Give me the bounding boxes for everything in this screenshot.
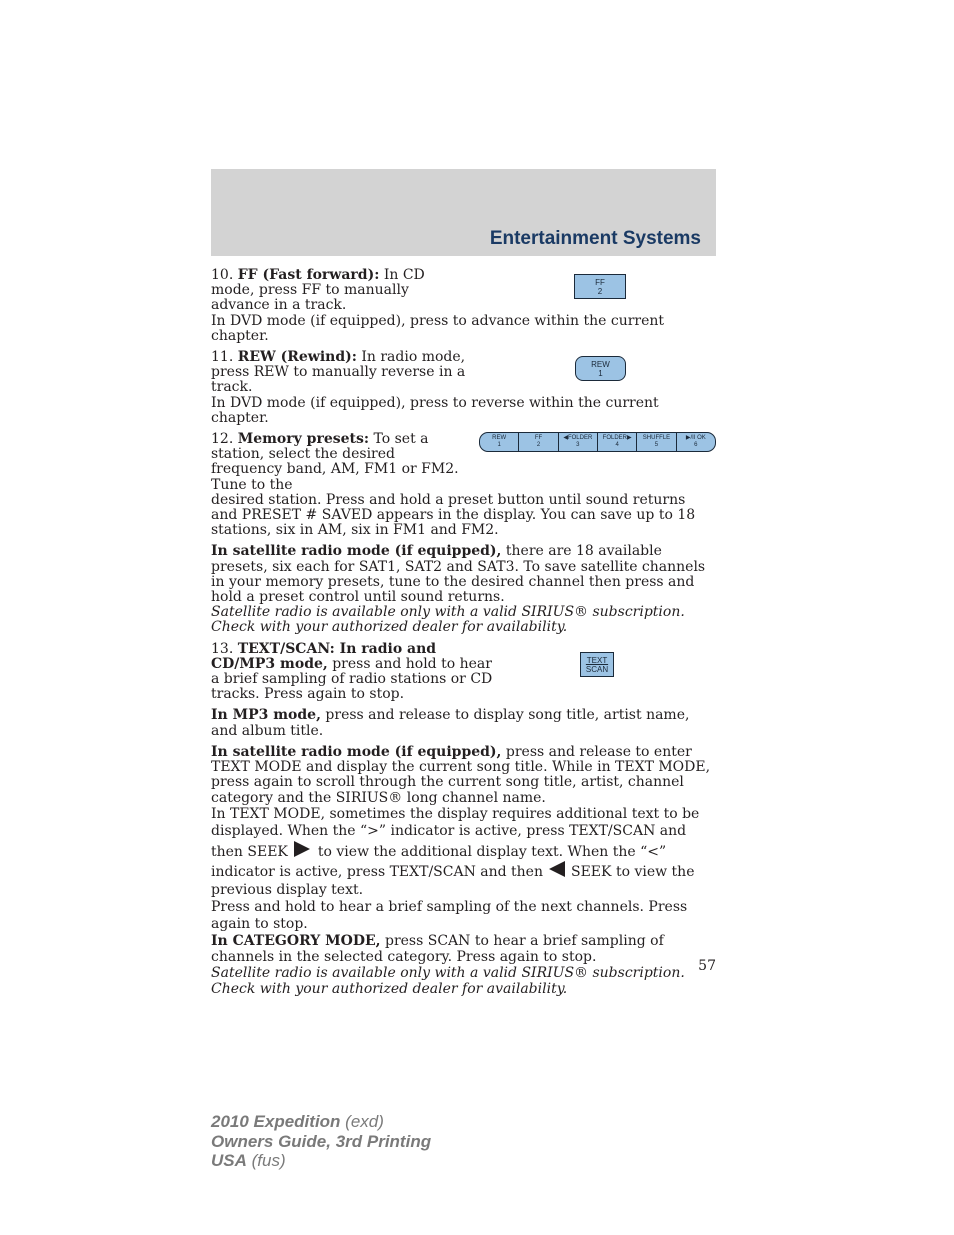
seek-left-icon	[549, 861, 565, 877]
section-header	[211, 169, 716, 256]
page-content	[211, 268, 716, 1003]
preset-button-5: SHUFFLE 5	[637, 433, 676, 451]
preset-button-2: FF 2	[519, 433, 558, 451]
satellite-note: Satellite radio is available only with a valid SIRIUS® subscription. Check with your authorized dealer for availability.	[211, 965, 685, 998]
footer: 2010 Expedition (exd) Owners Guide, 3rd Printing USA (fus)	[211, 1112, 432, 1170]
item-presets	[211, 432, 716, 636]
dvd-note: In DVD mode (if equipped), press to reverse within the current chapter.	[211, 394, 659, 426]
dvd-note: In DVD mode (if equipped), press to advance within the current chapter.	[211, 312, 665, 344]
satellite-paragraph: In satellite radio mode (if equipped), press and release to enter TEXT MODE and display the current song title. While in TEXT MODE, press again to scroll through the current song title, artist, channel category and the SIRIUS® long channel name.	[211, 743, 711, 806]
page-number: 57	[698, 958, 716, 974]
preset-button-4: FOLDER▶ 4	[598, 433, 637, 451]
mp3-paragraph: In MP3 mode, press and release to display song title, artist name, and album title.	[211, 707, 690, 739]
item-number: 13.	[211, 640, 234, 657]
satellite-paragraph: In satellite radio mode (if equipped), there are 18 available presets, six each for SAT1, SAT2 and SAT3. To save satellite channels in your memory presets, tune to the desired channel then press and hold a preset control until sound returns.	[211, 543, 706, 606]
item-label: TEXT/SCAN: In radio and CD/MP3 mode,	[211, 640, 437, 672]
preset-button-1: REW 1	[480, 433, 519, 451]
item-text: To set a station, select the desired frequency band, AM, FM1 or FM2. Tune to the	[211, 431, 459, 493]
seek-right-icon	[294, 841, 310, 857]
hold-paragraph: Press and hold to hear a brief sampling of the next channels. Press again to stop.	[211, 899, 688, 933]
item-label: Memory presets:	[237, 431, 370, 448]
satellite-note: Satellite radio is available only with a valid SIRIUS® subscription. Check with your authorized dealer for availability.	[211, 604, 685, 636]
item-label: REW (Rewind):	[237, 349, 357, 366]
item-text: In CD mode, press FF to manually advance in a track.	[211, 267, 425, 314]
text-mode-paragraph: In TEXT MODE, sometimes the display requires additional text to be displayed. When the “>” indicator is active, press TEXT/SCAN and then SEEK to view the additional display text. When the “<” indicator is active, press TEXT/SCAN and then SEEK to view the previous display text.	[211, 805, 700, 898]
preset-buttons-icon	[479, 432, 716, 452]
section-title: Entertainment Systems	[489, 228, 701, 249]
item-textscan	[211, 642, 716, 998]
category-paragraph: In CATEGORY MODE, press SCAN to hear a brief sampling of channels in the selected category. Press again to stop.	[211, 933, 664, 966]
item-number: 11.	[211, 349, 234, 366]
item-label: FF (Fast forward):	[237, 267, 380, 283]
text-scan-button-icon: TEXT SCAN	[580, 652, 614, 677]
ff-button-icon: FF 2	[574, 274, 626, 299]
item-text: In radio mode, press REW to manually reverse in a track.	[211, 349, 466, 396]
item-rew	[211, 350, 716, 426]
item-text-continued: desired station. Press and hold a preset button until sound returns and PRESET # SAVED appears in the display. You can save up to 18 stations, six in AM, six in FM1 and FM2.	[211, 491, 696, 539]
item-text: press and hold to hear a brief sampling of radio stations or CD tracks. Press again to stop.	[211, 655, 493, 703]
preset-button-6: ▶/II OK 6	[685, 435, 706, 449]
rew-button-icon: REW 1	[575, 356, 626, 381]
preset-button-3: ◀FOLDER 3	[559, 433, 598, 451]
item-number: 10.	[211, 267, 234, 283]
item-ff	[211, 268, 716, 344]
item-number: 12.	[211, 431, 234, 448]
